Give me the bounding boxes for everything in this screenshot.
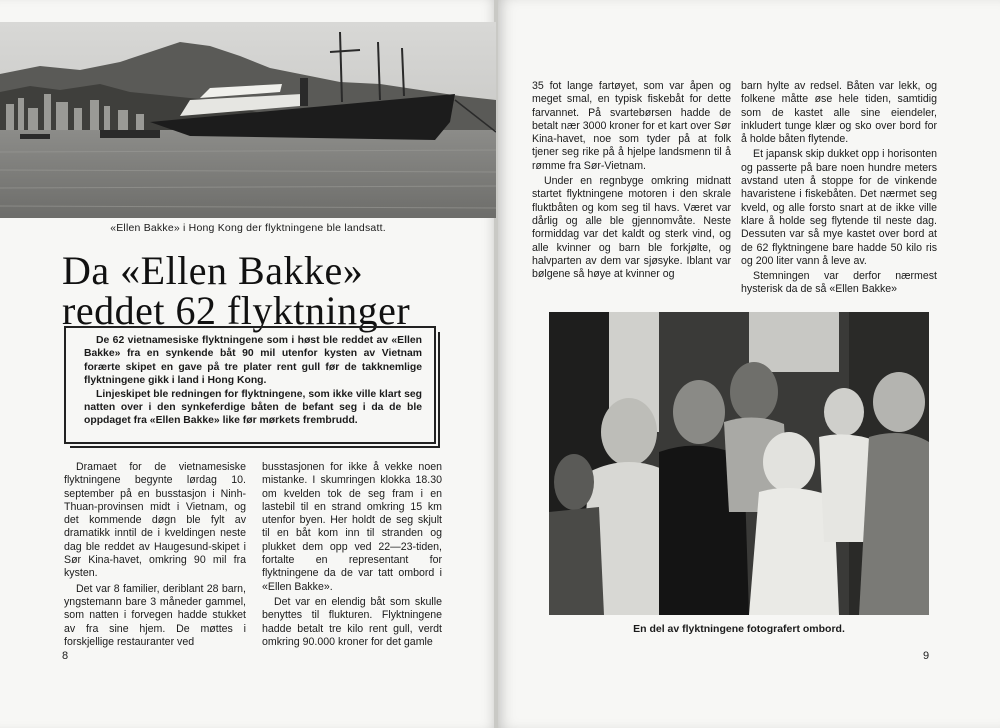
article-headline — [62, 248, 482, 333]
refugees-photo — [549, 312, 929, 615]
ship-photo — [0, 22, 496, 218]
body-paragraph: Det var 8 familier, deriblant 28 barn, yngstemann bare 3 måneder gammel, som natten i forvegen hadde stukket av fra sine hjem. De møttes i forskjellige restauranter ved — [64, 582, 246, 648]
right-column-1 — [532, 80, 731, 283]
body-paragraph: Det var en elendig båt som skulle benyttes til flukturen. Flyktningene hadde betalt tre kilo rent gull, verdt omkring 90.000 kroner for det gamle — [262, 595, 442, 648]
left-column-1 — [64, 461, 246, 651]
left-column-2 — [262, 461, 442, 651]
headline-line-2: reddet 62 flyktninger — [62, 288, 411, 333]
intro-box — [64, 326, 436, 444]
intro-paragraph-1: De 62 vietnamesiske flyktningene som i høst ble reddet av «Ellen Bakke» fra en synkende båt 90 mil utenfor kysten av Vietnam forærte skipet en gave på tre plater rent gull før de takknemlige flyktningene gikk i land i Hong Kong. — [84, 335, 422, 387]
refugees-photo-caption: En del av flyktningene fotografert ombord. — [633, 623, 845, 635]
body-paragraph: busstasjonen for ikke å vekke noen mistanke. I skumringen klokka 18.30 om kvelden tok de seg fram i en lastebil til en strand omkring 15 km utenfor byen. Her holdt de seg skjult til en båt kom inn til stranden og plukket dem opp ved 22—23-tiden, fortalte en representant for flyktningene da de var tatt ombord i «Ellen Bakke». — [262, 461, 442, 593]
body-paragraph: Under en regnbyge omkring midnatt startet flyktningene motoren i den skrale fluktbåten og kom seg til havs. Været var dårlig og alle ble gjennomvåte. Neste formiddag var det kaldt og sterk vind, og alle kvinner og barn ble forkjølte, og halvparten av dem var sjøsyke. Iblant var bølgene så høye at kvinner og — [532, 175, 731, 281]
ship-photo-caption: «Ellen Bakke» i Hong Kong der flyktningene ble landsatt. — [110, 222, 386, 234]
body-paragraph: Dramaet for de vietnamesiske flyktningene begynte lørdag 10. september på en busstasjon i Ninh-Thuan-provinsen midt i Vietnam, og det kommende døgn ble fylt av dramatikk inntil de i kveldingen neste dag ble reddet av Haugesund-skipet i Sør Kina-havet, omkring 90 mil fra kysten. — [64, 461, 246, 580]
page-number-right: 9 — [923, 650, 930, 662]
headline-line-1: Da «Ellen Bakke» — [62, 248, 364, 293]
body-paragraph: 35 fot lange fartøyet, som var åpen og meget smal, en typisk fiskebåt for dette farvannet. På svartebørsen hadde de betalt nær 3000 kroner for et kart over Sør Kina-havet, noe som tyder på at folk tjener seg rike på å hjelpe landsmenn til å rømme fra Sør-Vietnam. — [532, 80, 731, 172]
body-paragraph: Et japansk skip dukket opp i horisonten og passerte på bare noen hundre meters avstand uten å stoppe for de vinkende havaristene i fiskebåten. Det nærmet seg kveld, og alle forsto snart at de ikke ville klare å holde seg flytende til neste dag. Dessuten var så mye kastet over bord at de 62 flyktningene bare hadde 50 kilo ris og 200 liter vann å leve av. — [741, 148, 937, 267]
page-number-left: 8 — [62, 650, 69, 662]
right-column-2 — [741, 80, 937, 299]
body-paragraph: barn hylte av redsel. Båten var lekk, og folkene måtte øse hele tiden, samtidig som de kastet alle sine eiendeler, inkludert tunge klær og sko over bord for å holde båten flytende. — [741, 80, 937, 146]
intro-box-shadow — [70, 332, 440, 448]
intro-paragraph-2: Linjeskipet ble redningen for flyktningene, som ikke ville klart seg natten over i den synkeferdige båten de befant seg i da de ble oppdaget fra «Ellen Bakke» like før mørkets frembrudd. — [84, 388, 422, 427]
body-paragraph: Stemningen var derfor nærmest hysterisk da de så «Ellen Bakke» — [741, 270, 937, 296]
